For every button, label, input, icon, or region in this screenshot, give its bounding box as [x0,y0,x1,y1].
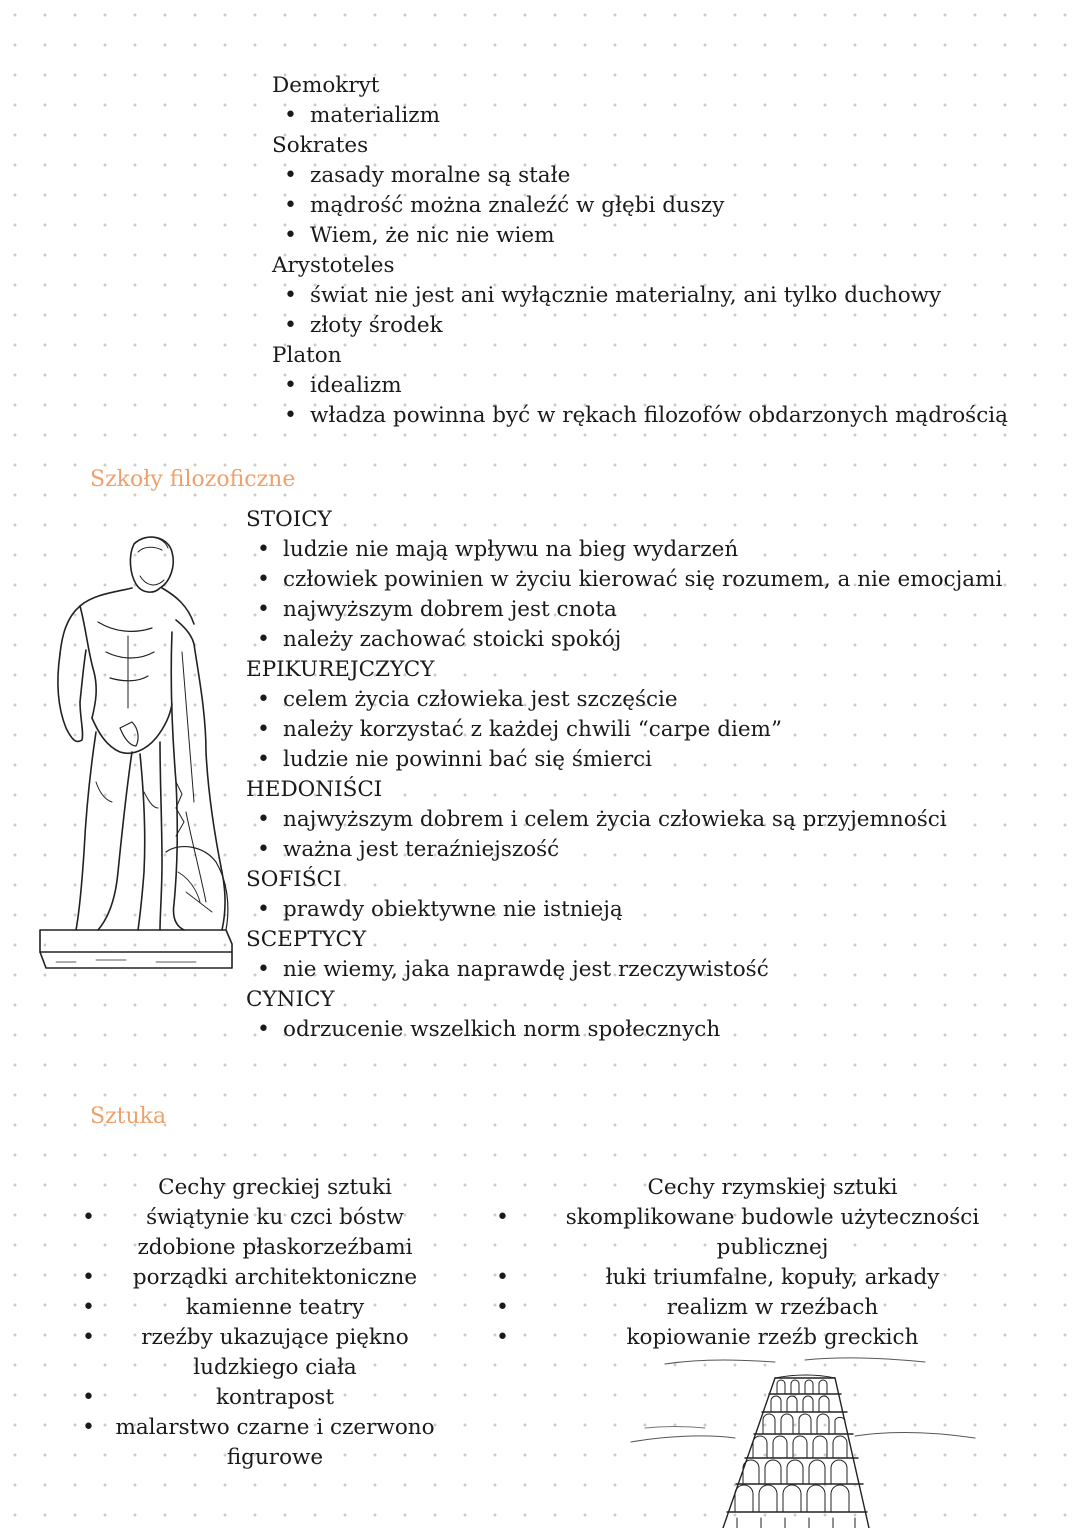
bullet: • [82,1325,95,1350]
list-item: kontrapost [216,1385,334,1410]
list-item: świątynie ku czci bóstw [146,1205,404,1230]
list-item: kamienne teatry [185,1295,365,1320]
list-item: • ludzie nie mają wpływu na bieg wydarzeń [283,535,738,565]
section-heading-schools: Szkoły filozoficzne [90,467,296,492]
philosopher-name: Arystoteles [272,253,395,278]
list-item: • człowiek powinien w życiu kierować się rozumem, a nie emocjami [283,565,1002,595]
list-item: • należy zachować stoicki spokój [283,625,621,655]
philosopher-name: Sokrates [272,133,369,158]
list-item: • zasady moralne są stałe [310,161,570,191]
school-name: CYNICY [246,987,335,1012]
list-item: • prawdy obiektywne nie istnieją [283,895,623,925]
bullet: • [496,1295,509,1320]
bullet: • [82,1205,95,1230]
bullet: • [82,1265,95,1290]
list-item: skomplikowane budowle użyteczności [565,1205,980,1230]
list-item: łuki triumfalne, kopuły, arkady [605,1265,940,1290]
list-item: • najwyższym dobrem i celem życia człowieka są przyjemności [283,805,947,835]
bullet: • [82,1415,95,1440]
philosopher-name: Platon [272,343,342,368]
list-item-continuation: figurowe [226,1445,324,1470]
list-item-continuation: publicznej [716,1235,829,1260]
list-item-continuation: ludzkiego ciała [193,1355,357,1380]
list-item: • ludzie nie powinni bać się śmierci [283,745,652,775]
list-item: rzeźby ukazujące piękno [141,1325,409,1350]
bullet: • [496,1205,509,1230]
list-item: • złoty środek [310,311,443,341]
list-item: • najwyższym dobrem jest cnota [283,595,617,625]
list-item: realizm w rzeźbach [666,1295,879,1320]
list-item: • odrzucenie wszelkich norm społecznych [283,1015,720,1045]
list-item: kopiowanie rzeźb greckich [626,1325,919,1350]
section-heading-art: Sztuka [90,1104,167,1129]
school-name: HEDONIŚCI [246,777,383,802]
list-item: porządki architektoniczne [132,1265,418,1290]
school-name: SCEPTYCY [246,927,367,952]
column-title: Cechy greckiej sztuki [158,1175,392,1200]
bullet: • [82,1385,95,1410]
bullet: • [496,1265,509,1290]
column-title: Cechy rzymskiej sztuki [647,1175,898,1200]
list-item: • należy korzystać z każdej chwili “carpe diem” [283,715,782,745]
list-item: • materializm [310,101,440,131]
list-item: • mądrość można znaleźć w głębi duszy [310,191,724,221]
school-name: STOICY [246,507,332,532]
list-item: • świat nie jest ani wyłącznie materialny, ani tylko duchowy [310,281,941,311]
list-item: • nie wiemy, jaka naprawdę jest rzeczywistość [283,955,769,985]
hercules-statue-drawing [36,532,236,972]
list-item-continuation: zdobione płaskorzeźbami [137,1235,413,1260]
philosopher-name: Demokryt [272,73,380,98]
school-name: EPIKUREJCZYCY [246,657,435,682]
bullet: • [82,1295,95,1320]
list-item: • ważna jest teraźniejszość [283,835,559,865]
bullet: • [496,1325,509,1350]
colosseum-drawing [625,1350,985,1528]
list-item: • celem życia człowieka jest szczęście [283,685,678,715]
list-item: • idealizm [310,371,402,401]
list-item: • władza powinna być w rękach filozofów obdarzonych mądrością [310,401,1008,431]
school-name: SOFIŚCI [246,867,342,892]
list-item: • Wiem, że nic nie wiem [310,221,555,251]
list-item: malarstwo czarne i czerwono [115,1415,435,1440]
